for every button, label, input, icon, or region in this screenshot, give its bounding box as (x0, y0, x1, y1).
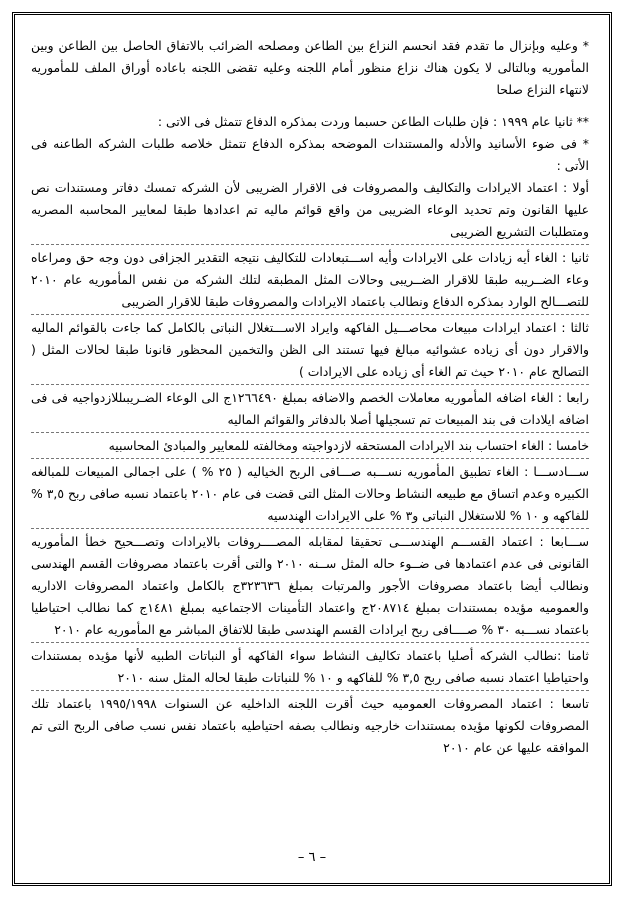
paragraph-settlement: * وعليه وبإنزال ما تقدم فقد انحسم النزاع بين الطاعن ومصلحه الضرائب بالاتفاق الحاصل بين الطاعن وبين المأموريه وبالتالى لا يكون هناك نزاع منظور أمام اللجنه وعليه تقضى اللجنه باعاده أوراق الملف للمأموريه لانتهاء النزاع صلحا (31, 38, 589, 97)
paragraph-second-year-heading: ** ثانيا عام ١٩٩٩ : فإن طلبات الطاعن حسبما وردت بمذكره الدفاع تتمثل فى الاتى : (157, 114, 589, 129)
divider (31, 528, 589, 529)
document-body (31, 35, 589, 759)
divider (31, 314, 589, 315)
paragraph-requests-intro: * فى ضوء الأسانيد والأدله والمستندات الموضحه بمذكره الدفاع تتمثل خلاصه طلبات الشركه الطاعنه فى الأتى : (31, 136, 589, 173)
paragraph-second: ثانيا : الغاء أيه زيادات على الايرادات وأيه اســـتبعادات للتكاليف نتيجه التقدير الجزافى دون وجه حق ومراعاه وعاء الضــريبه طبقا للاقرار الضــريبى وحالات المثل المطبقه لتلك الشركه من نفس المأموريه عام ٢٠١٠ للتصـــالح الوارد بمذكره الدفاع ونطالب باعتماد الايرادات والمصروفات طبقا للاقرار الضريبى (31, 250, 589, 309)
paragraph-first: أولا : اعتماد الايرادات والتكاليف والمصروفات فى الاقرار الضريبى لأن الشركه تمسك دفاتر ومستندات نص عليها القانون وتم تحديد الوعاء الضريبى من واقع قوائم ماليه تم اعدادها طبقا لمعايير المحاسبه المصريه ومتطلبات التشريع الضريبى (31, 180, 589, 239)
paragraph-sixth: ســـادســـا : الغاء تطبيق المأموريه نســـبه صـــافى الربح الخياليه ( ٢٥ % ) على اجمالى المبيعات للمبالغه الكبيره وعدم اتساق مع طبيعه النشاط وحالات المثل التى قضت فى عام ٢٠١٠ باعتماد نسبه صافى ربح ٣,٥ % للفاكهه و ١٠ % للاستغلال النباتى و٣ % على الايرادات الهندسيه (31, 464, 589, 523)
paragraph-fourth: رابعا : الغاء اضافه المأموريه معاملات الخصم والاضافه بمبلغ ١٢٦٦٤٩٠ج الى الوعاء الضـريبىللازدواجيه فى فى اضافه ايلادات فى بند المبيعات تم تسجيلها أصلا بالدفاتر والقوائم الماليه (31, 390, 589, 427)
divider (31, 458, 589, 459)
page-border (12, 12, 612, 886)
divider (31, 384, 589, 385)
paragraph-eighth: ثامنا :نطالب الشركه أصليا باعتماد تكاليف النشاط سواء الفاكهه أو النباتات الطبيه لأنها مؤيده بمستندات واحتياطيا اعتماد نسبه صافى ربح ٣,٥ % للفاكهه و ١٠ % للنباتات طبقا لحاله المثل سنه ٢٠١٠ (31, 648, 589, 685)
paragraph-third: ثالثا : اعتماد ايرادات مبيعات محاصـــيل الفاكهه وايراد الاســـتغلال النباتى بالكامل كما جاءت بالقوائم الماليه والاقرار دون أى زياده عشوائيه مبالغ فيها تستند الى الظن والتخمين المحظور قانونا طبقا لحالات المثل ( التصالح عام ٢٠١٠ حيث تم الغاء أى زياده على الايرادات ) (31, 320, 589, 379)
divider (31, 642, 589, 643)
paragraph-ninth: تاسعا : اعتماد المصروفات العموميه حيث أقرت اللجنه الداخليه عن السنوات ١٩٩٥/١٩٩٨ باعتماد تلك المصروفات لكونها مؤيده بمستندات خارجيه ونطالب بصفه احتياطيه باعتماد نفس نسب صافى الربح التى تم الموافقه عليها عن عام ٢٠١٠ (31, 696, 590, 755)
paragraph-seventh: ســـابعا : اعتماد القســـم الهندســـى تحقيقا لمقابله المصــــروفات بالايرادات وتصـــحيح خطأ المأموريه القانونى فى عدم اعتمادها فى ضــوء حاله المثل ســنه ٢٠١٠ والتى أقرت باعتماد مصروفات القسم الهندسى ونطالب أيضا باعتماد مصروفات الأجور والمرتبات بمبلغ ٣٢٣٦٣٦ج بالكامل واعتماد المصروفات الاداريه والعموميه مؤيده بمستندات بمبلغ ٢٠٨٧١٤ج واعتماد التأمينات الاجتماعيه بمبلغ ١٤٨١ج كما نطالب احتياطيا باعتماد نســـبه ٣٠ % صــــافى ربح ايرادات القسم الهندسى طبقا للاتفاق المباشر مع المأموريه عام ٢٠١٠ (31, 534, 589, 637)
divider (31, 432, 589, 433)
paragraph-fifth: خامسا : الغاء احتساب بند الايرادات المستحقه لازدواجيته ومخالفته للمعايير والمبادئ المحاسبيه (108, 438, 589, 453)
divider (31, 690, 589, 691)
divider (31, 244, 589, 245)
page-number: – ٦ – (297, 850, 327, 865)
